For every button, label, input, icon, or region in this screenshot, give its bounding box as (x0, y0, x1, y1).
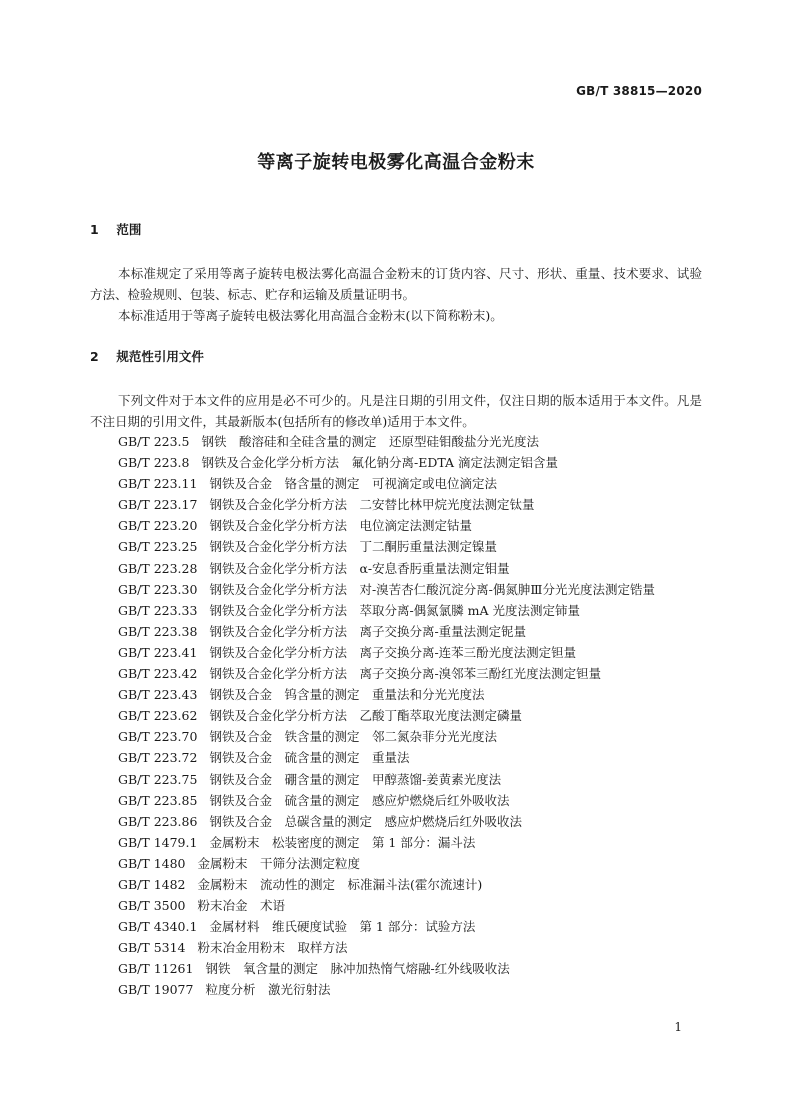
reference-item (90, 958, 702, 979)
reference-code: GB/T 223.28 (118, 560, 198, 576)
reference-title: 金属粉末 流动性的测定 标准漏斗法(霍尔流速计) (197, 876, 483, 892)
reference-title: 钢铁及合金化学分析方法 乙酸丁酯萃取光度法测定磷量 (209, 708, 522, 724)
reference-item (90, 684, 702, 705)
reference-title: 钢铁及合金 总碳含量的测定 感应炉燃烧后红外吸收法 (209, 813, 522, 829)
reference-code: GB/T 4340.1 (118, 919, 198, 935)
reference-code: GB/T 223.8 (118, 455, 190, 471)
reference-code: GB/T 223.33 (118, 602, 198, 618)
reference-title: 钢铁 酸溶硅和全硅含量的测定 还原型硅钼酸盐分光光度法 (201, 434, 539, 449)
section-heading-scope (90, 220, 141, 238)
reference-code: GB/T 1480 (118, 855, 186, 871)
reference-title: 钢铁及合金化学分析方法 离子交换分离-溴邻苯三酚红光度法测定钽量 (209, 666, 602, 682)
reference-code: GB/T 223.43 (118, 687, 198, 703)
reference-title: 钢铁 氧含量的测定 脉冲加热惰气熔融-红外线吸收法 (205, 961, 510, 977)
reference-code: GB/T 223.86 (118, 813, 198, 829)
reference-title: 钢铁及合金化学分析方法 氟化钠分离-EDTA 滴定法测定铝含量 (201, 455, 559, 471)
reference-title: 钢铁及合金 钨含量的测定 重量法和分光光度法 (209, 687, 485, 703)
reference-title: 钢铁及合金 硫含量的测定 重量法 (209, 750, 410, 766)
reference-code: GB/T 223.30 (118, 581, 198, 597)
reference-item (90, 621, 702, 642)
page-number: 1 (674, 1020, 682, 1034)
reference-title: 钢铁及合金化学分析方法 丁二酮肟重量法测定镍量 (209, 539, 497, 555)
section-title: 范围 (116, 222, 142, 237)
reference-item (90, 515, 702, 536)
reference-code: GB/T 223.85 (118, 792, 198, 808)
reference-item (90, 726, 702, 747)
reference-title: 金属粉末 松装密度的测定 第 1 部分：漏斗法 (209, 834, 476, 850)
reference-title: 钢铁及合金 铬含量的测定 可视滴定或电位滴定法 (209, 476, 497, 492)
reference-item (90, 431, 702, 452)
reference-code: GB/T 223.42 (118, 666, 198, 682)
reference-code: GB/T 223.38 (118, 623, 198, 639)
reference-item (90, 853, 702, 874)
reference-item (90, 663, 702, 684)
reference-item (90, 600, 702, 621)
reference-title: 钢铁及合金化学分析方法 离子交换分离-重量法测定铌量 (209, 623, 527, 639)
reference-title: 金属粉末 干筛分法测定粒度 (197, 855, 361, 871)
reference-title: 粒度分析 激光衍射法 (205, 982, 331, 998)
reference-item (90, 642, 702, 663)
reference-item (90, 895, 702, 916)
reference-item (90, 558, 702, 579)
reference-title: 钢铁及合金 铁含量的测定 邻二氮杂菲分光光度法 (209, 729, 497, 745)
reference-code: GB/T 223.75 (118, 771, 198, 787)
reference-title: 钢铁及合金化学分析方法 萃取分离-偶氮氯膦 mA 光度法测定铈量 (209, 602, 580, 618)
standard-number: GB/T 38815—2020 (576, 84, 702, 98)
reference-item (90, 874, 702, 895)
scope-paragraph-1: 本标准规定了采用等离子旋转电极法雾化高温合金粉末的订货内容、尺寸、形状、重量、技术要求、试验方法、检验规则、包装、标志、贮存和运输及质量证明书。 (90, 266, 702, 302)
scope-paragraph-2: 本标准适用于等离子旋转电极法雾化用高温合金粉末(以下简称粉末)。 (118, 308, 503, 323)
reference-code: GB/T 223.72 (118, 750, 198, 766)
reference-code: GB/T 223.41 (118, 644, 198, 660)
reference-title: 金属材料 维氏硬度试验 第 1 部分：试验方法 (209, 919, 476, 935)
reference-title: 钢铁及合金化学分析方法 二安替比林甲烷光度法测定钛量 (209, 497, 535, 513)
reference-item (90, 579, 702, 600)
reference-item (90, 747, 702, 768)
reference-code: GB/T 223.5 (118, 434, 190, 449)
reference-item (90, 452, 702, 473)
reference-code: GB/T 223.70 (118, 729, 198, 745)
reference-item (90, 494, 702, 515)
reference-item (90, 811, 702, 832)
reference-code: GB/T 3500 (118, 898, 186, 914)
reference-title: 钢铁及合金化学分析方法 离子交换分离-连苯三酚光度法测定钽量 (209, 644, 577, 660)
reference-code: GB/T 5314 (118, 940, 186, 956)
section-heading-references (90, 347, 204, 365)
reference-title: 钢铁及合金化学分析方法 电位滴定法测定钴量 (209, 518, 472, 534)
reference-code: GB/T 19077 (118, 982, 194, 998)
reference-code: GB/T 1482 (118, 876, 186, 892)
reference-item (90, 979, 702, 1000)
reference-code: GB/T 11261 (118, 961, 194, 977)
reference-item (90, 769, 702, 790)
reference-title: 粉末冶金用粉末 取样方法 (197, 940, 348, 956)
reference-title: 钢铁及合金化学分析方法 α-安息香肟重量法测定钼量 (209, 560, 510, 576)
reference-item (90, 705, 702, 726)
reference-item (90, 916, 702, 937)
reference-item (90, 536, 702, 557)
reference-code: GB/T 223.20 (118, 518, 198, 534)
section-title: 规范性引用文件 (116, 349, 204, 364)
reference-item (90, 832, 702, 853)
reference-item (90, 937, 702, 958)
reference-code: GB/T 223.25 (118, 539, 198, 555)
section-number: 1 (90, 222, 99, 237)
reference-item (90, 473, 702, 494)
reference-item (90, 790, 702, 811)
reference-title: 粉末冶金 术语 (197, 898, 286, 914)
reference-title: 钢铁及合金 硼含量的测定 甲醇蒸馏-姜黄素光度法 (209, 771, 502, 787)
reference-code: GB/T 223.17 (118, 497, 198, 513)
document-title: 等离子旋转电极雾化高温合金粉末 (257, 152, 535, 173)
reference-list (90, 431, 702, 1001)
reference-title: 钢铁及合金 硫含量的测定 感应炉燃烧后红外吸收法 (209, 792, 510, 808)
section-number: 2 (90, 349, 99, 364)
reference-title: 钢铁及合金化学分析方法 对-溴苦杏仁酸沉淀分离-偶氮胂Ⅲ分光光度法测定锆量 (209, 581, 655, 597)
reference-code: GB/T 223.11 (118, 476, 198, 492)
reference-code: GB/T 1479.1 (118, 834, 198, 850)
references-intro: 下列文件对于本文件的应用是必不可少的。凡是注日期的引用文件，仅注日期的版本适用于本文件。凡是不注日期的引用文件，其最新版本(包括所有的修改单)适用于本文件。 (90, 393, 702, 429)
reference-code: GB/T 223.62 (118, 708, 198, 724)
